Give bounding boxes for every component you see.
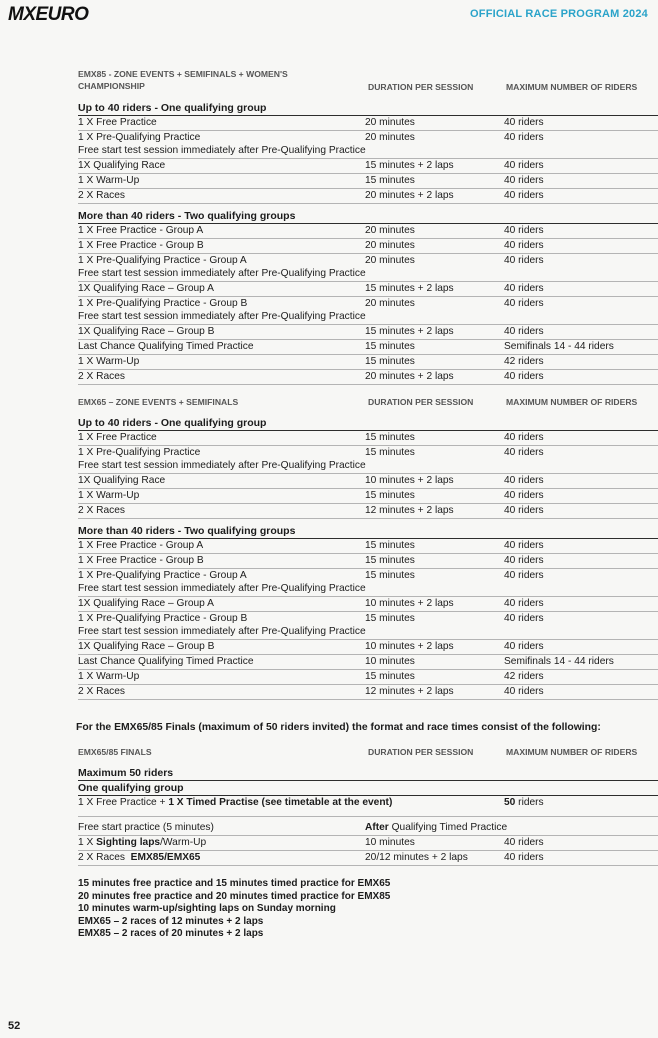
section-title: EMX85 - ZONE EVENTS + SEMIFINALS + WOMEN'S CHAMPIONSHIP [78,69,288,91]
table-row [78,254,658,282]
table-row [78,474,658,489]
session-name: Last Chance Qualifying Timed Practice [78,656,254,667]
max-riders: 40 riders [504,160,544,171]
note-line: 15 minutes free practice and 15 minutes timed practice for EMX65 [78,878,391,889]
duration: 15 minutes [365,432,415,443]
session-note: Free start test session immediately after Pre-Qualifying Practice [78,626,366,637]
duration: 20 minutes [365,298,415,309]
finals-notes [78,878,658,941]
session-name: 1 X Warm-Up [78,490,140,501]
session-note: Free start test session immediately after Pre-Qualifying Practice [78,311,366,322]
max-riders: 40 riders [504,175,544,186]
group-heading: One qualifying group [78,782,658,796]
content [78,66,658,941]
table-row [78,340,658,355]
session-name: 1 X Free Practice - Group A [78,225,204,236]
duration: 15 minutes + 2 laps [365,160,454,171]
session-name: 1X Qualifying Race – Group B [78,641,215,652]
table-row [78,189,658,204]
table-row [78,489,658,504]
table-row [78,685,658,700]
table-row [78,370,658,385]
session-name: 1 X Free Practice + 1 X Timed Practise (see timetable at the event) [78,797,393,808]
max-riders: 40 riders [504,447,544,458]
finals-intro: For the EMX65/85 Finals (maximum of 50 riders invited) the format and race times consist of the following: [76,722,601,733]
session-name: 2 X Races [78,686,125,697]
session-name: 1 X Free Practice [78,117,157,128]
table-row [78,612,658,640]
max-riders: 40 riders [504,613,544,624]
session-name: 1 X Free Practice - Group A [78,540,204,551]
duration: After Qualifying Timed Practice [365,822,508,833]
table-row [78,282,658,297]
max-riders: 50 riders [504,797,544,808]
mxeuro-logo: MXEURO [8,4,89,25]
column-header-duration: DURATION PER SESSION [368,397,474,407]
section-title: EMX65/85 FINALS [78,747,152,757]
table-row [78,446,658,474]
table-row [78,325,658,340]
group-heading: Up to 40 riders - One qualifying group [78,102,658,116]
max-riders: 40 riders [504,371,544,382]
session-name: 1 X Free Practice - Group B [78,555,204,566]
session-name: 1 X Pre-Qualifying Practice [78,132,201,143]
column-header-max-riders: MAXIMUM NUMBER OF RIDERS [506,397,638,407]
note-line: 20 minutes free practice and 20 minutes timed practice for EMX85 [78,890,391,902]
table-row [78,597,658,612]
max-riders: 40 riders [504,837,544,848]
program-title: OFFICIAL RACE PROGRAM 2024 [470,8,648,20]
duration: 10 minutes [365,656,415,667]
note-line: EMX85 – 2 races of 20 minutes + 2 laps [78,928,264,939]
duration: 15 minutes + 2 laps [365,326,454,337]
duration: 15 minutes [365,447,415,458]
max-riders: 40 riders [504,190,544,201]
column-header-duration: DURATION PER SESSION [368,82,474,92]
duration: 10 minutes [365,837,415,848]
session-name: 2 X Races [78,505,125,516]
table-row [78,174,658,189]
duration: 15 minutes [365,490,415,501]
max-riders: 40 riders [504,641,544,652]
duration: 15 minutes [365,175,415,186]
max-riders: 40 riders [504,255,544,266]
max-riders: 40 riders [504,132,544,143]
duration: 12 minutes + 2 laps [365,505,454,516]
group-heading: Up to 40 riders - One qualifying group [78,417,658,431]
duration: 15 minutes + 2 laps [365,283,454,294]
table-row [78,670,658,685]
schedule-table [78,539,658,700]
table-row [78,836,658,851]
table-row [78,131,658,159]
column-header-duration: DURATION PER SESSION [368,747,474,757]
duration: 10 minutes + 2 laps [365,475,454,486]
session-name: 1 X Pre-Qualifying Practice [78,447,201,458]
max-riders: 40 riders [504,852,544,863]
max-riders: 40 riders [504,475,544,486]
column-header-max-riders: MAXIMUM NUMBER OF RIDERS [506,747,638,757]
group-heading: Maximum 50 riders [78,767,658,781]
duration: 20/12 minutes + 2 laps [365,852,468,863]
table-row [78,539,658,554]
session-name: 1 X Pre-Qualifying Practice - Group B [78,613,248,624]
duration: 10 minutes + 2 laps [365,598,454,609]
session-name: 1 X Pre-Qualifying Practice - Group A [78,255,247,266]
table-row [78,554,658,569]
max-riders: 40 riders [504,490,544,501]
duration: 15 minutes [365,555,415,566]
table-row [78,239,658,254]
table-row [78,355,658,370]
session-name: 1 X Warm-Up [78,356,140,367]
table-row [78,297,658,325]
session-name: 2 X Races [78,371,125,382]
session-note: Free start test session immediately after Pre-Qualifying Practice [78,145,366,156]
max-riders: 40 riders [504,686,544,697]
duration: 20 minutes [365,132,415,143]
duration: 20 minutes [365,240,415,251]
schedule-table [78,116,658,204]
table-row [78,224,658,239]
max-riders: 42 riders [504,671,544,682]
table-row [78,796,658,817]
table-row [78,569,658,597]
session-name: 1 X Free Practice [78,432,157,443]
max-riders: 40 riders [504,240,544,251]
table-row [78,821,658,836]
table-row [78,431,658,446]
section-header-emx65 [78,391,658,411]
note-line: 10 minutes warm-up/sighting laps on Sunday morning [78,903,336,914]
session-name: 1X Qualifying Race – Group A [78,283,214,294]
group-heading: More than 40 riders - Two qualifying groups [78,210,658,224]
duration: 15 minutes [365,540,415,551]
table-row [78,851,658,866]
note-line: EMX65 – 2 races of 12 minutes + 2 laps [78,915,264,927]
max-riders: 40 riders [504,505,544,516]
max-riders: 40 riders [504,326,544,337]
session-name: 2 X Races EMX85/EMX65 [78,852,201,863]
session-note: Free start test session immediately after Pre-Qualifying Practice [78,460,366,471]
table-row [78,655,658,670]
duration: 20 minutes + 2 laps [365,190,454,201]
max-riders: 40 riders [504,432,544,443]
duration: 15 minutes [365,341,415,352]
session-name: 1 X Pre-Qualifying Practice - Group B [78,298,248,309]
max-riders: 40 riders [504,598,544,609]
session-name: 2 X Races [78,190,125,201]
max-riders: Semifinals 14 - 44 riders [504,656,614,667]
section-header-finals [78,741,658,761]
session-name: 1 X Pre-Qualifying Practice - Group A [78,570,247,581]
duration: 20 minutes [365,117,415,128]
duration: 15 minutes [365,570,415,581]
max-riders: 42 riders [504,356,544,367]
max-riders: 40 riders [504,555,544,566]
page-number: 52 [8,1020,21,1032]
max-riders: Semifinals 14 - 44 riders [504,341,614,352]
duration: 20 minutes [365,225,415,236]
duration: 15 minutes [365,671,415,682]
session-name: 1X Qualifying Race [78,160,166,171]
schedule-table [78,431,658,519]
duration: 10 minutes + 2 laps [365,641,454,652]
duration: 15 minutes [365,356,415,367]
session-name: Free start practice (5 minutes) [78,822,214,833]
session-name: 1 X Free Practice - Group B [78,240,204,251]
table-row [78,640,658,655]
max-riders: 40 riders [504,298,544,309]
schedule-table [78,224,658,385]
max-riders: 40 riders [504,570,544,581]
max-riders: 40 riders [504,283,544,294]
duration: 15 minutes [365,613,415,624]
max-riders: 40 riders [504,117,544,128]
session-name: Last Chance Qualifying Timed Practice [78,341,254,352]
session-note: Free start test session immediately after Pre-Qualifying Practice [78,268,366,279]
table-row [78,504,658,519]
session-name: 1 X Sighting laps/Warm-Up [78,837,207,848]
max-riders: 40 riders [504,540,544,551]
duration: 12 minutes + 2 laps [365,686,454,697]
session-name: 1X Qualifying Race – Group B [78,326,215,337]
section-header-emx85 [78,66,658,96]
column-header-max-riders: MAXIMUM NUMBER OF RIDERS [506,82,638,92]
session-name: 1X Qualifying Race – Group A [78,598,214,609]
table-row [78,116,658,131]
table-row [78,159,658,174]
session-name: 1 X Warm-Up [78,671,140,682]
max-riders: 40 riders [504,225,544,236]
session-note: Free start test session immediately after Pre-Qualifying Practice [78,583,366,594]
duration: 20 minutes [365,255,415,266]
group-heading: More than 40 riders - Two qualifying groups [78,525,658,539]
session-name: 1 X Warm-Up [78,175,140,186]
session-name: 1X Qualifying Race [78,475,166,486]
duration: 20 minutes + 2 laps [365,371,454,382]
section-title: EMX65 – ZONE EVENTS + SEMIFINALS [78,397,239,407]
